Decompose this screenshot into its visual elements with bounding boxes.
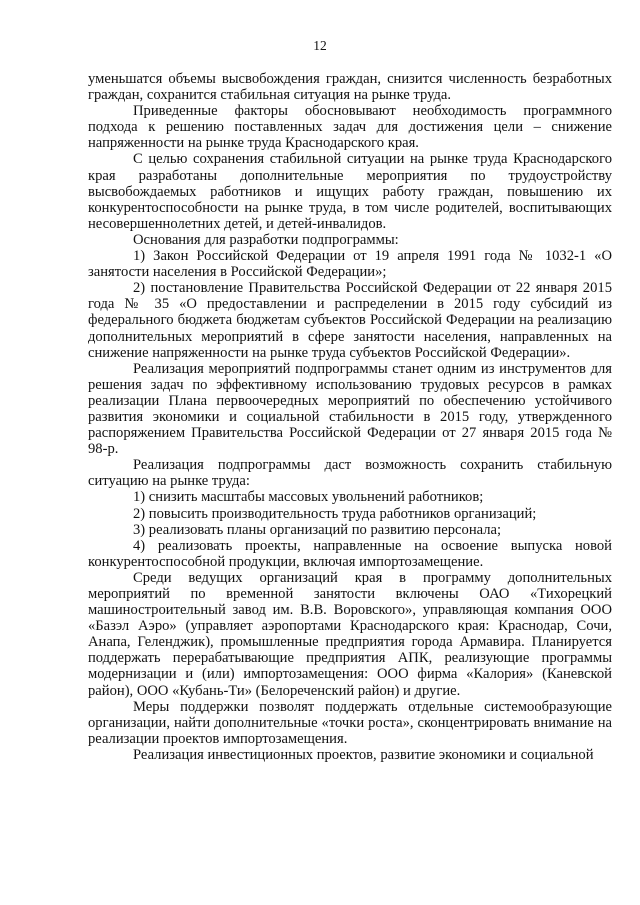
body-text bbox=[88, 71, 612, 763]
paragraph-15: Реализация инвестиционных проектов, развитие экономики и социальной bbox=[133, 746, 594, 763]
page-number: 12 bbox=[313, 38, 327, 53]
paragraph-8: Реализация подпрограммы даст возможность сохранить стабильную ситуацию на рынке труда: bbox=[88, 457, 612, 490]
paragraph-7: Реализация мероприятий подпрограммы станет одним из инструментов для решения задач по эффективному использованию трудовых ресурсов в рамках реализации Плана первоочередных мероприятий по обеспечению устойчивого развития экономики и социальной стабильности в 2015 году, утвержденного распоряжением Правительства Российской Федерации от 27 января 2015 года № 98-р. bbox=[88, 360, 612, 458]
paragraph-3: С целью сохранения стабильной ситуации на рынке труда Краснодарского края разработаны дополнительные мероприятия по трудоустройству высвобождаемых работников и ищущих работу граждан, повышению их конкурентоспособности на рынке труда, в том числе родителей, воспитывающих несовершеннолетних детей, и детей-инвалидов. bbox=[88, 151, 612, 232]
paragraph-1: уменьшатся объемы высвобождения граждан, снизится численность безработных граждан, сохранится стабильная ситуация на рынке труда. bbox=[88, 71, 612, 104]
list-item-4: 4) реализовать проекты, направленные на освоение выпуска новой конкурентоспособной продукции, включая импортозамещение. bbox=[88, 537, 612, 570]
list-item-1: 1) снизить масштабы массовых увольнений работников; bbox=[133, 489, 484, 506]
paragraph-4: Основания для разработки подпрограммы: bbox=[133, 231, 399, 248]
paragraph-13: Среди ведущих организаций края в программу дополнительных мероприятий по временной занятости включены ОАО «Тихорецкий машиностроительный завод им. В.В. Воровского», управляющая компания ООО «Базэл Аэро» (управляет аэропортами Краснодарского края: Краснодар, Сочи, Анапа, Геленджик), промышленные предприятия города Армавира. Планируется поддержать перерабатывающие предприятия АПК, реализующие программы модернизации и (или) импортозамещения: ООО фирма «Калория» (Каневской район), ООО «Кубань-Ти» (Белореченский район) и другие. bbox=[88, 569, 612, 699]
list-item-2: 2) повысить производительность труда работников организаций; bbox=[133, 505, 537, 522]
list-item-law: 1) Закон Российской Федерации от 19 апреля 1991 года № 1032-1 «О занятости населения в Российской Федерации»; bbox=[88, 248, 612, 281]
list-item-resolution: 2) постановление Правительства Российской Федерации от 22 января 2015 года № 35 «О предоставлении и распределении в 2015 году субсидий из федерального бюджета бюджетам субъектов Российской Федерации на реализацию дополнительных мероприятий в сфере занятости населения, направленных на снижение напряженности на рынке труда субъектов Российской Федерации». bbox=[88, 280, 612, 361]
paragraph-14: Меры поддержки позволят поддержать отдельные системообразующие организации, найти дополнительные «точки роста», сконцентрировать внимание на реализации проектов импортозамещения. bbox=[88, 698, 612, 747]
paragraph-2: Приведенные факторы обосновывают необходимость программного подхода к решению поставленных задач для достижения цели – снижение напряженности на рынке труда Краснодарского края. bbox=[88, 103, 612, 152]
list-item-3: 3) реализовать планы организаций по развитию персонала; bbox=[133, 521, 502, 538]
